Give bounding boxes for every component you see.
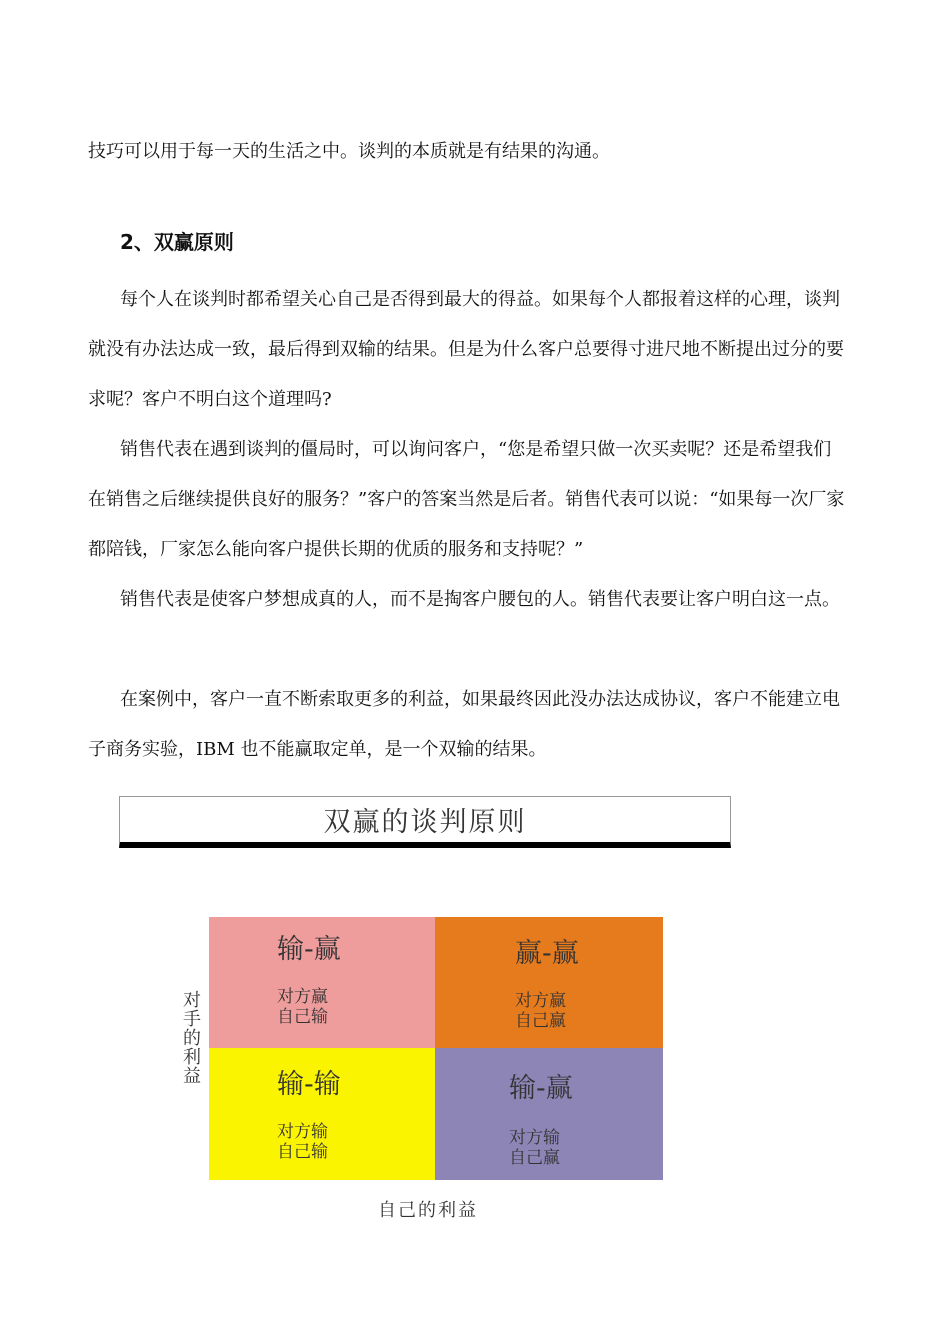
- cell-line: 自己输: [277, 1007, 328, 1027]
- cell-line: 对方赢: [277, 987, 328, 1007]
- body-paragraph: 每个人在谈判时都希望关心自己是否得到最大的得益。如果每个人都报着这样的心理，谈判就没有办法达成一致，最后得到双输的结果。但是为什么客户总要得寸进尺地不断提出过分的要求呢？客户不明白这个道理吗?: [88, 289, 844, 410]
- cell-line: 对方输: [277, 1122, 328, 1142]
- body-paragraph: 销售代表在遇到谈判的僵局时，可以询问客户，“您是希望只做一次买卖呢？还是希望我们在销售之后继续提供良好的服务？”客户的答案当然是后者。销售代表可以说：“如果每一次厂家都陪钱，厂家怎么能向客户提供长期的优质的服务和支持呢？”: [88, 439, 845, 560]
- section-heading: 2、双赢原则: [120, 230, 234, 254]
- cell-line: 自己输: [277, 1142, 328, 1162]
- matrix-cell-bottom-right: [435, 1048, 663, 1180]
- win-lose-matrix: [209, 917, 663, 1180]
- figure-title: 双赢的谈判原则: [323, 807, 527, 838]
- cell-title: 输-输: [277, 1069, 341, 1100]
- cell-line: 对方输: [509, 1128, 560, 1148]
- matrix-cell-top-left: [209, 917, 435, 1048]
- cell-line: 对方赢: [515, 991, 566, 1011]
- cell-line: 自己赢: [515, 1011, 566, 1031]
- intro-paragraph: 技巧可以用于每一天的生活之中。谈判的本质就是有结果的沟通。: [88, 141, 610, 162]
- cell-title: 输-赢: [509, 1073, 573, 1104]
- body-paragraph: 销售代表是使客户梦想成真的人，而不是掏客户腰包的人。销售代表要让客户明白这一点。: [120, 589, 840, 610]
- cell-title: 输-赢: [277, 934, 341, 965]
- cell-title: 赢-赢: [515, 938, 579, 969]
- y-axis-label: 对手的利益: [180, 990, 201, 1085]
- body-paragraph: 在案例中，客户一直不断索取更多的利益，如果最终因此没办法达成协议，客户不能建立电子商务实验，IBM 也不能赢取定单，是一个双输的结果。: [88, 689, 840, 760]
- matrix-cell-top-right: [435, 917, 663, 1048]
- x-axis-label: 自己的利益: [378, 1200, 478, 1221]
- figure-title-banner: [119, 796, 731, 848]
- matrix-cell-bottom-left: [209, 1048, 435, 1180]
- cell-line: 自己赢: [509, 1148, 560, 1168]
